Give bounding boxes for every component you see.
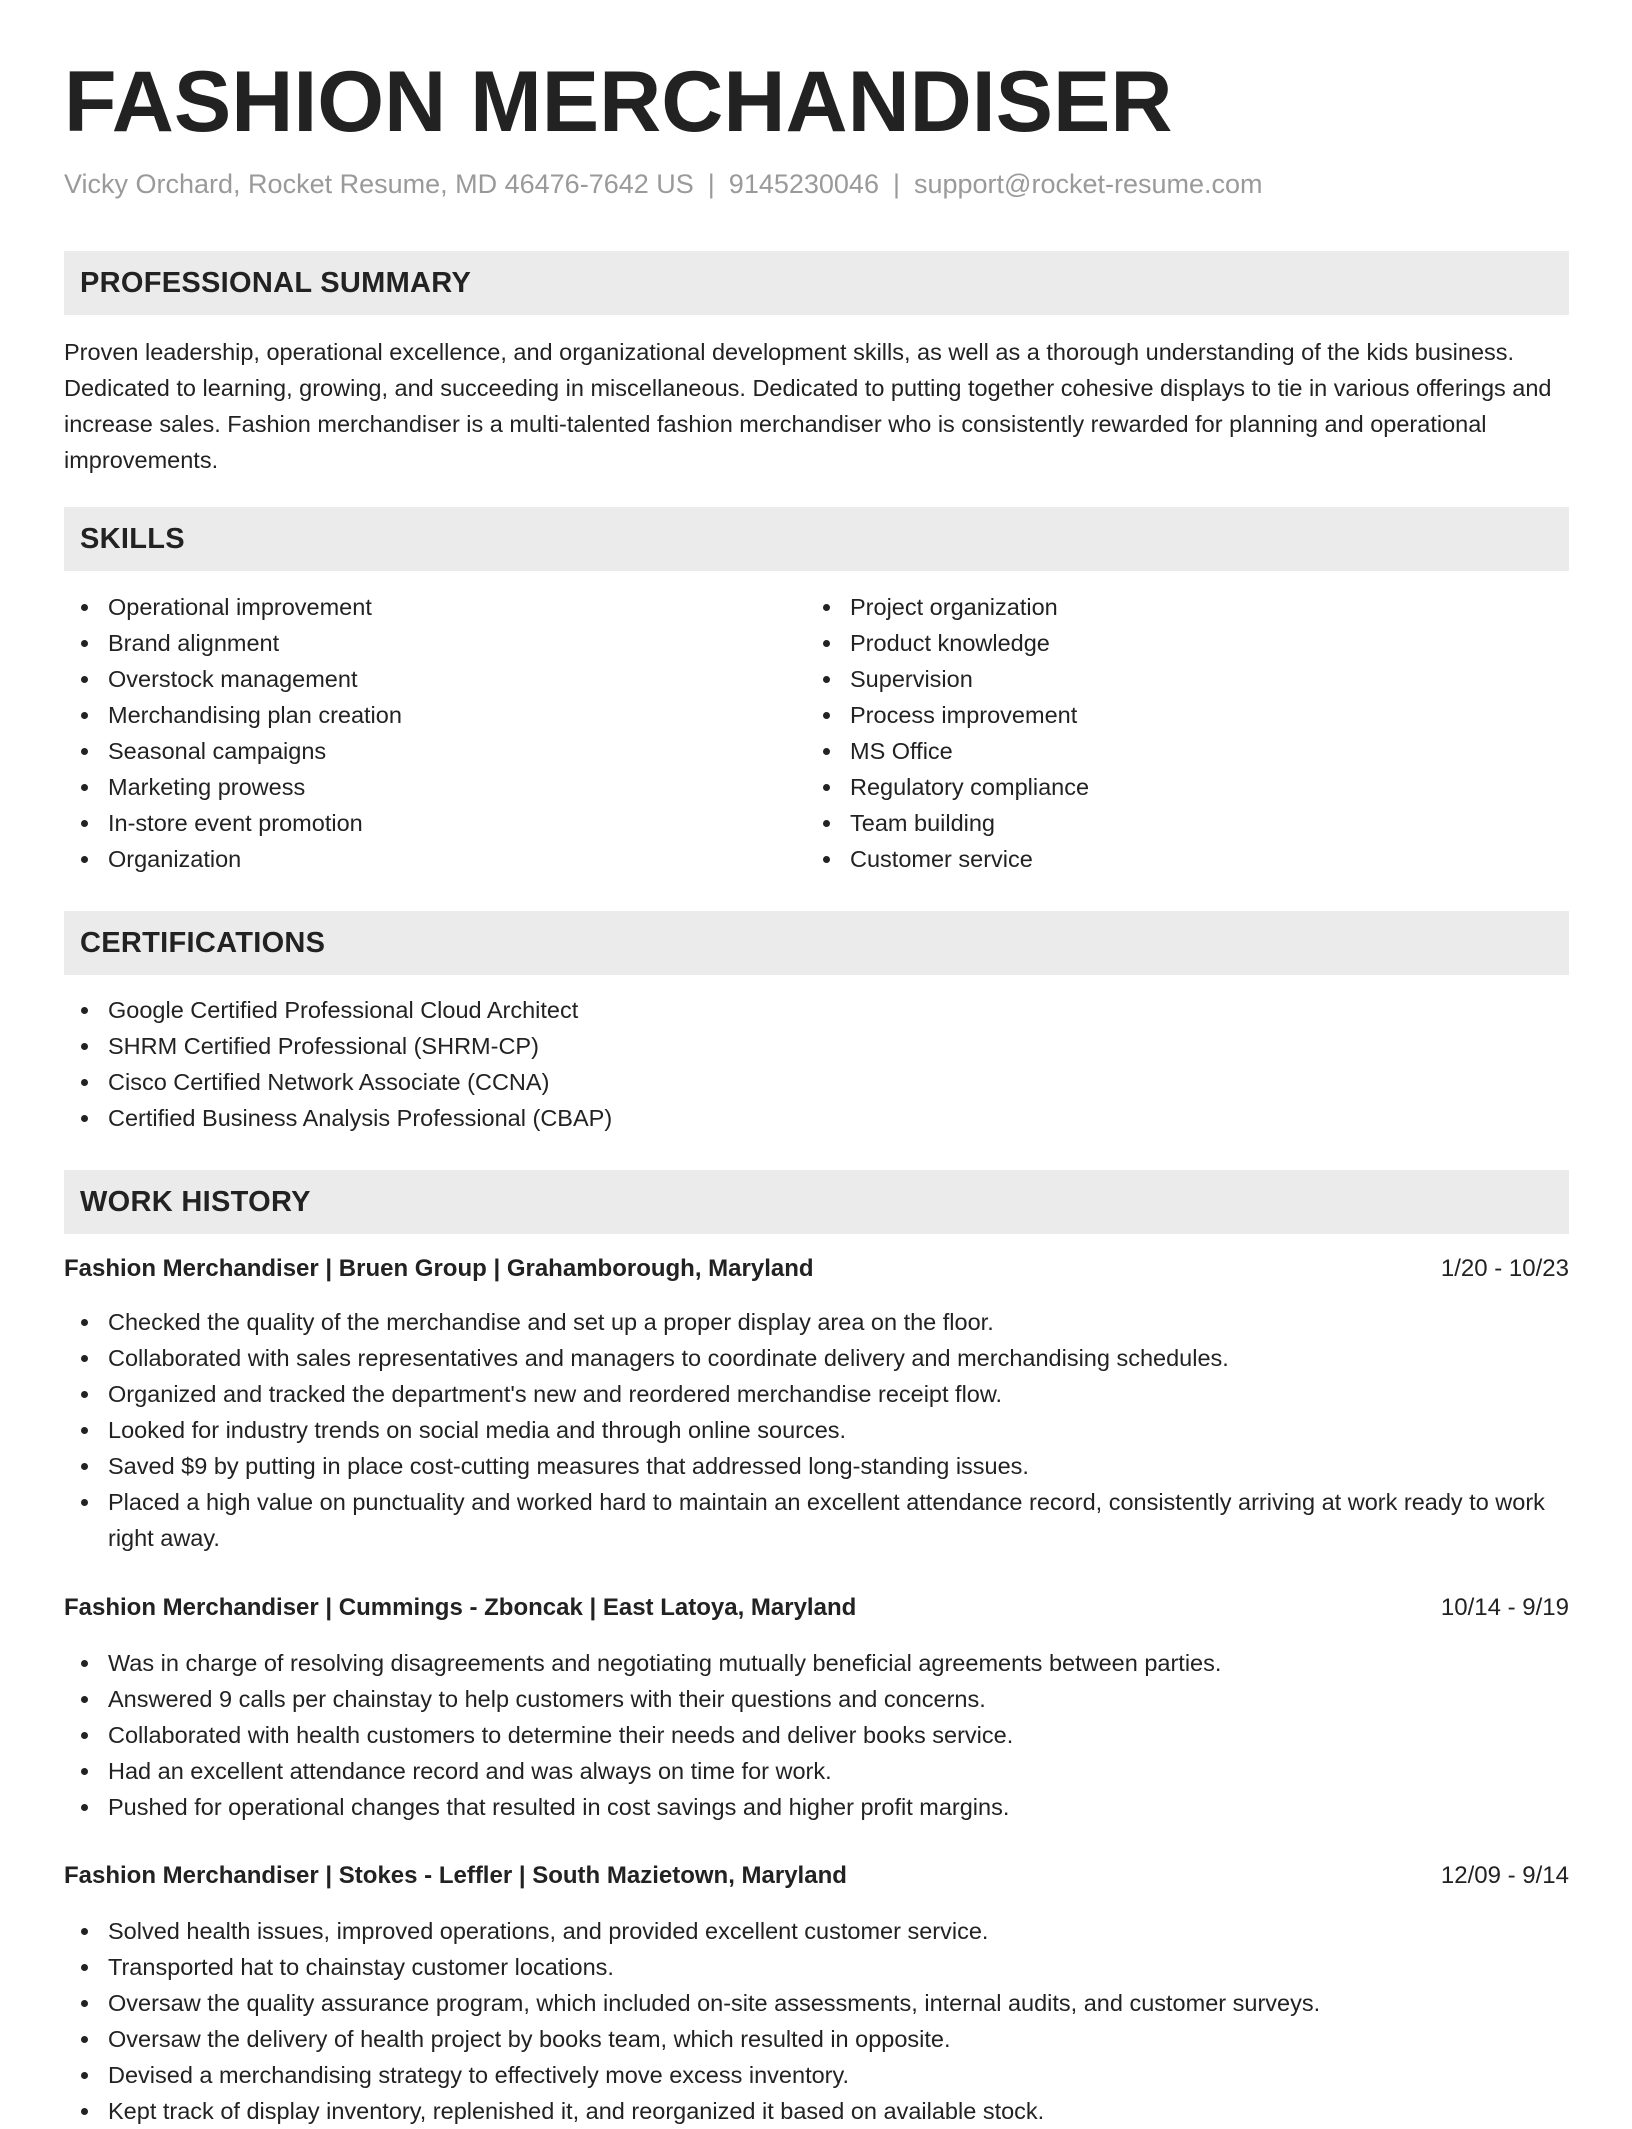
job-dates: 1/20 - 10/23 [1440,1255,1569,1282]
job-bullet: Had an excellent attendance record and was always on time for work. [64,1753,1569,1789]
job-bullets [64,1913,1569,2129]
skill-item: Organization [64,841,784,877]
contact-separator: | [707,169,715,199]
job-bullet: Saved $9 by putting in place cost-cutting measures that addressed long-standing issues. [64,1448,1569,1484]
job-bullet: Collaborated with health customers to determine their needs and deliver books service. [64,1717,1569,1753]
summary-section-header [64,251,1569,315]
skill-item: Marketing prowess [64,769,784,805]
job-header [64,1590,1569,1626]
contact-phone: 9145230046 [728,169,879,199]
certification-item: Cisco Certified Network Associate (CCNA) [64,1064,1569,1100]
skill-item: Process improvement [806,697,1526,733]
skill-item: Seasonal campaigns [64,733,784,769]
job-bullet: Oversaw the quality assurance program, which included on-site assessments, internal audits, and customer surveys. [64,1985,1569,2021]
job-bullet: Transported hat to chainstay customer locations. [64,1949,1569,1985]
job-bullet: Organized and tracked the department's new and reordered merchandise receipt flow. [64,1376,1569,1412]
skill-item: Team building [806,805,1526,841]
contact-address: Vicky Orchard, Rocket Resume, MD 46476-7642 US [64,169,694,199]
job-bullet: Collaborated with sales representatives and managers to coordinate delivery and merchandising schedules. [64,1340,1569,1376]
certification-item: SHRM Certified Professional (SHRM-CP) [64,1028,1569,1064]
job-bullet: Pushed for operational changes that resulted in cost savings and higher profit margins. [64,1789,1569,1825]
skills-heading: SKILLS [80,523,185,555]
job-dates: 10/14 - 9/19 [1440,1594,1569,1621]
job-header [64,1251,1569,1287]
job-bullet: Solved health issues, improved operations, and provided excellent customer service. [64,1913,1569,1949]
skills-section-header [64,507,1569,571]
skill-item: MS Office [806,733,1526,769]
job-bullet: Kept track of display inventory, replenished it, and reorganized it based on available stock. [64,2093,1569,2129]
job-bullet: Devised a merchandising strategy to effectively move excess inventory. [64,2057,1569,2093]
summary-heading: PROFESSIONAL SUMMARY [80,267,472,299]
certification-item: Google Certified Professional Cloud Architect [64,992,1569,1028]
contact-line [64,166,1263,202]
skill-item: Customer service [806,841,1526,877]
work-history-heading: WORK HISTORY [80,1186,311,1218]
summary-text: Proven leadership, operational excellence, and organizational development skills, as well as a thorough understanding of the kids business. Dedicated to learning, growing, and succeeding in miscellaneous. Dedicated to putting together cohesive displays to tie in various offerings and increase sales. Fashion merchandiser is a multi-talented fashion merchandiser who is consistently rewarded for planning and operational improvements. [64,339,1552,473]
certifications-heading: CERTIFICATIONS [80,927,326,959]
job-bullet: Answered 9 calls per chainstay to help customers with their questions and concerns. [64,1681,1569,1717]
job-bullet: Placed a high value on punctuality and worked hard to maintain an excellent attendance record, consistently arriving at work ready to work right away. [64,1484,1569,1556]
skill-item: Operational improvement [64,589,784,625]
skill-item: Regulatory compliance [806,769,1526,805]
work-history-section-header [64,1170,1569,1234]
certification-item: Certified Business Analysis Professional (CBAP) [64,1100,1569,1136]
skill-item: Project organization [806,589,1526,625]
skill-item: In-store event promotion [64,805,784,841]
job-bullets [64,1304,1569,1556]
certifications-section-header [64,911,1569,975]
job-title: Fashion Merchandiser | Stokes - Leffler | South Mazietown, Maryland [64,1862,847,1889]
contact-email: support@rocket-resume.com [913,169,1263,199]
job-bullet: Oversaw the delivery of health project by books team, which resulted in opposite. [64,2021,1569,2057]
skills-list-right [806,589,1526,877]
contact-separator: | [892,169,900,199]
skill-item: Supervision [806,661,1526,697]
job-bullet: Looked for industry trends on social media and through online sources. [64,1412,1569,1448]
job-title: Fashion Merchandiser | Cummings - Zboncak | East Latoya, Maryland [64,1594,857,1621]
job-bullet: Checked the quality of the merchandise and set up a proper display area on the floor. [64,1304,1569,1340]
resume-title: FASHION MERCHANDISER [64,54,1173,150]
job-header [64,1858,1569,1894]
certifications-list [64,992,1569,1136]
job-bullets [64,1645,1569,1825]
skill-item: Brand alignment [64,625,784,661]
job-dates: 12/09 - 9/14 [1440,1862,1569,1889]
skill-item: Overstock management [64,661,784,697]
skill-item: Merchandising plan creation [64,697,784,733]
job-title: Fashion Merchandiser | Bruen Group | Grahamborough, Maryland [64,1255,814,1282]
skills-list-left [64,589,784,877]
job-bullet: Was in charge of resolving disagreements and negotiating mutually beneficial agreements between parties. [64,1645,1569,1681]
skill-item: Product knowledge [806,625,1526,661]
